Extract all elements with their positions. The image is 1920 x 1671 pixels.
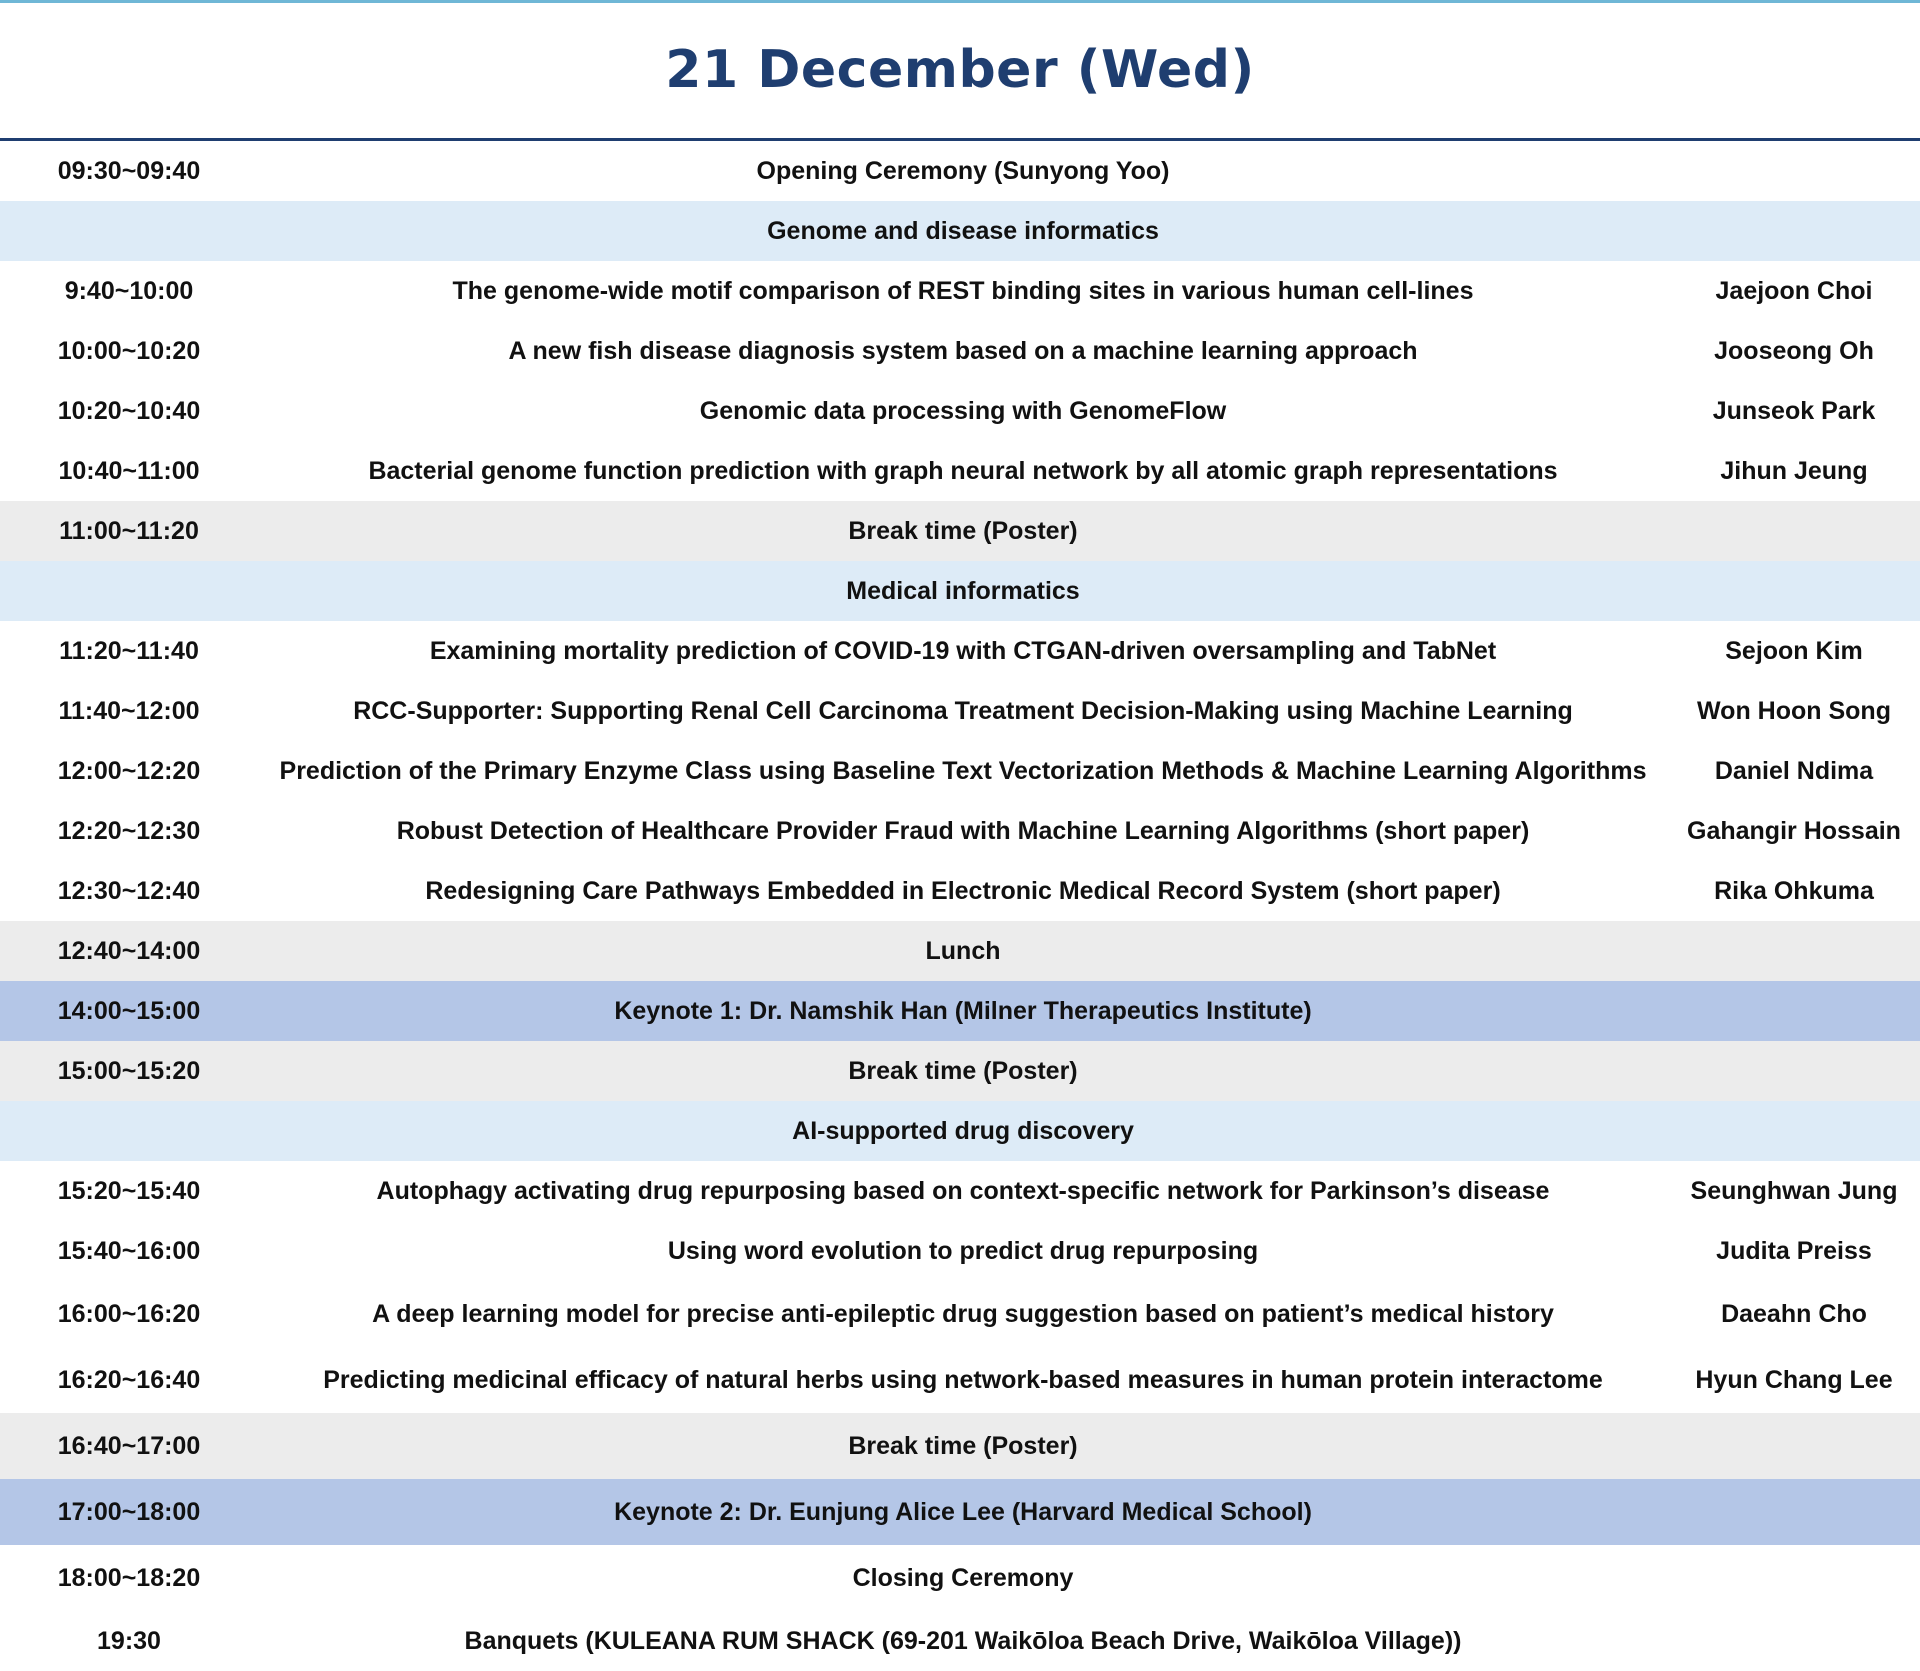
schedule-row-opening bbox=[0, 141, 1920, 201]
table-row bbox=[0, 1281, 1920, 1347]
row-speaker: Junseok Park bbox=[1712, 396, 1876, 425]
lunch-row bbox=[0, 921, 1920, 981]
row-time: 19:30 bbox=[97, 1626, 161, 1655]
row-time: 12:20~12:30 bbox=[57, 816, 201, 845]
page-title: 21 December (Wed) bbox=[665, 40, 1255, 100]
table-row bbox=[0, 861, 1920, 921]
row-time: 11:00~11:20 bbox=[59, 516, 199, 545]
table-row bbox=[0, 1347, 1920, 1413]
session-title: Medical informatics bbox=[846, 576, 1080, 605]
row-time: 16:00~16:20 bbox=[57, 1299, 201, 1328]
row-title: Closing Ceremony bbox=[852, 1563, 1074, 1592]
row-time: 10:40~11:00 bbox=[58, 456, 200, 485]
row-title: Keynote 2: Dr. Eunjung Alice Lee (Harvard Medical School) bbox=[614, 1497, 1312, 1526]
keynote-row-1 bbox=[0, 981, 1920, 1041]
keynote-row-2 bbox=[0, 1479, 1920, 1545]
row-title: Autophagy activating drug repurposing based on context-specific network for Parkinson’s disease bbox=[376, 1176, 1550, 1205]
row-time: 10:20~10:40 bbox=[57, 396, 201, 425]
table-row bbox=[0, 741, 1920, 801]
break-row bbox=[0, 1413, 1920, 1479]
row-time: 15:20~15:40 bbox=[57, 1176, 201, 1205]
row-title: Break time (Poster) bbox=[848, 1056, 1078, 1085]
row-title: Redesigning Care Pathways Embedded in Electronic Medical Record System (short paper) bbox=[425, 876, 1501, 905]
table-row bbox=[0, 441, 1920, 501]
row-title: A new fish disease diagnosis system based on a machine learning approach bbox=[508, 336, 1418, 365]
row-speaker: Sejoon Kim bbox=[1725, 636, 1863, 665]
break-row bbox=[0, 501, 1920, 561]
schedule-row-closing bbox=[0, 1545, 1920, 1611]
session-header-drug-discovery bbox=[0, 1101, 1920, 1161]
row-title: Break time (Poster) bbox=[848, 516, 1078, 545]
row-time: 12:30~12:40 bbox=[57, 876, 201, 905]
row-speaker: Won Hoon Song bbox=[1697, 696, 1891, 725]
row-title: Prediction of the Primary Enzyme Class using Baseline Text Vectorization Methods & Machine Learning Algorithms bbox=[279, 756, 1647, 785]
row-title: Examining mortality prediction of COVID-19 with CTGAN-driven oversampling and TabNet bbox=[429, 636, 1497, 665]
row-time: 9:40~10:00 bbox=[64, 276, 194, 305]
row-speaker: Rika Ohkuma bbox=[1714, 876, 1874, 905]
table-row bbox=[0, 621, 1920, 681]
row-speaker: Jooseong Oh bbox=[1714, 336, 1874, 365]
row-speaker: Jaejoon Choi bbox=[1715, 276, 1873, 305]
row-title: Bacterial genome function prediction with graph neural network by all atomic graph representations bbox=[368, 456, 1558, 485]
row-speaker: Daniel Ndima bbox=[1714, 756, 1874, 785]
row-speaker: Judita Preiss bbox=[1716, 1236, 1872, 1265]
row-time: 18:00~18:20 bbox=[57, 1563, 201, 1592]
row-speaker: Daeahn Cho bbox=[1721, 1299, 1867, 1328]
row-title: Predicting medicinal efficacy of natural herbs using network-based measures in human protein interactome bbox=[323, 1365, 1603, 1394]
table-row bbox=[0, 1221, 1920, 1281]
table-row bbox=[0, 1161, 1920, 1221]
row-title: Robust Detection of Healthcare Provider Fraud with Machine Learning Algorithms (short paper) bbox=[396, 816, 1530, 845]
row-time: 15:40~16:00 bbox=[57, 1236, 201, 1265]
session-title: Genome and disease informatics bbox=[767, 216, 1159, 245]
session-header-medical bbox=[0, 561, 1920, 621]
row-speaker: Jihun Jeung bbox=[1720, 456, 1868, 485]
row-time: 16:40~17:00 bbox=[57, 1431, 201, 1460]
row-time: 11:20~11:40 bbox=[59, 636, 199, 665]
table-row bbox=[0, 321, 1920, 381]
schedule-row-banquet bbox=[0, 1611, 1920, 1671]
session-title: AI-supported drug discovery bbox=[792, 1116, 1134, 1145]
row-time: 15:00~15:20 bbox=[57, 1056, 201, 1085]
table-row bbox=[0, 801, 1920, 861]
row-time: 17:00~18:00 bbox=[57, 1497, 201, 1526]
row-speaker: Hyun Chang Lee bbox=[1695, 1365, 1893, 1394]
row-title: Opening Ceremony (Sunyong Yoo) bbox=[756, 156, 1170, 185]
session-header-genome bbox=[0, 201, 1920, 261]
row-time: 12:00~12:20 bbox=[57, 756, 201, 785]
table-row bbox=[0, 381, 1920, 441]
row-time: 12:40~14:00 bbox=[57, 936, 201, 965]
row-title: Genomic data processing with GenomeFlow bbox=[699, 396, 1227, 425]
row-title: The genome-wide motif comparison of REST binding sites in various human cell-lines bbox=[452, 276, 1474, 305]
row-title: Banquets (KULEANA RUM SHACK (69-201 Waikōloa Beach Drive, Waikōloa Village)) bbox=[464, 1626, 1462, 1655]
row-time: 10:00~10:20 bbox=[57, 336, 201, 365]
row-title: RCC-Supporter: Supporting Renal Cell Carcinoma Treatment Decision-Making using Machine Learning bbox=[353, 696, 1573, 725]
row-speaker: Seunghwan Jung bbox=[1690, 1176, 1898, 1205]
schedule-table bbox=[0, 141, 1920, 1671]
table-row bbox=[0, 261, 1920, 321]
row-title: A deep learning model for precise anti-epileptic drug suggestion based on patient’s medical history bbox=[372, 1299, 1554, 1328]
break-row bbox=[0, 1041, 1920, 1101]
row-time: 09:30~09:40 bbox=[57, 156, 201, 185]
row-title: Keynote 1: Dr. Namshik Han (Milner Therapeutics Institute) bbox=[614, 996, 1312, 1025]
row-time: 11:40~12:00 bbox=[58, 696, 200, 725]
row-title: Lunch bbox=[925, 936, 1001, 965]
row-time: 14:00~15:00 bbox=[57, 996, 201, 1025]
row-speaker: Gahangir Hossain bbox=[1687, 816, 1901, 845]
table-row bbox=[0, 681, 1920, 741]
row-title: Break time (Poster) bbox=[848, 1431, 1078, 1460]
row-title: Using word evolution to predict drug repurposing bbox=[667, 1236, 1259, 1265]
row-time: 16:20~16:40 bbox=[57, 1365, 201, 1394]
